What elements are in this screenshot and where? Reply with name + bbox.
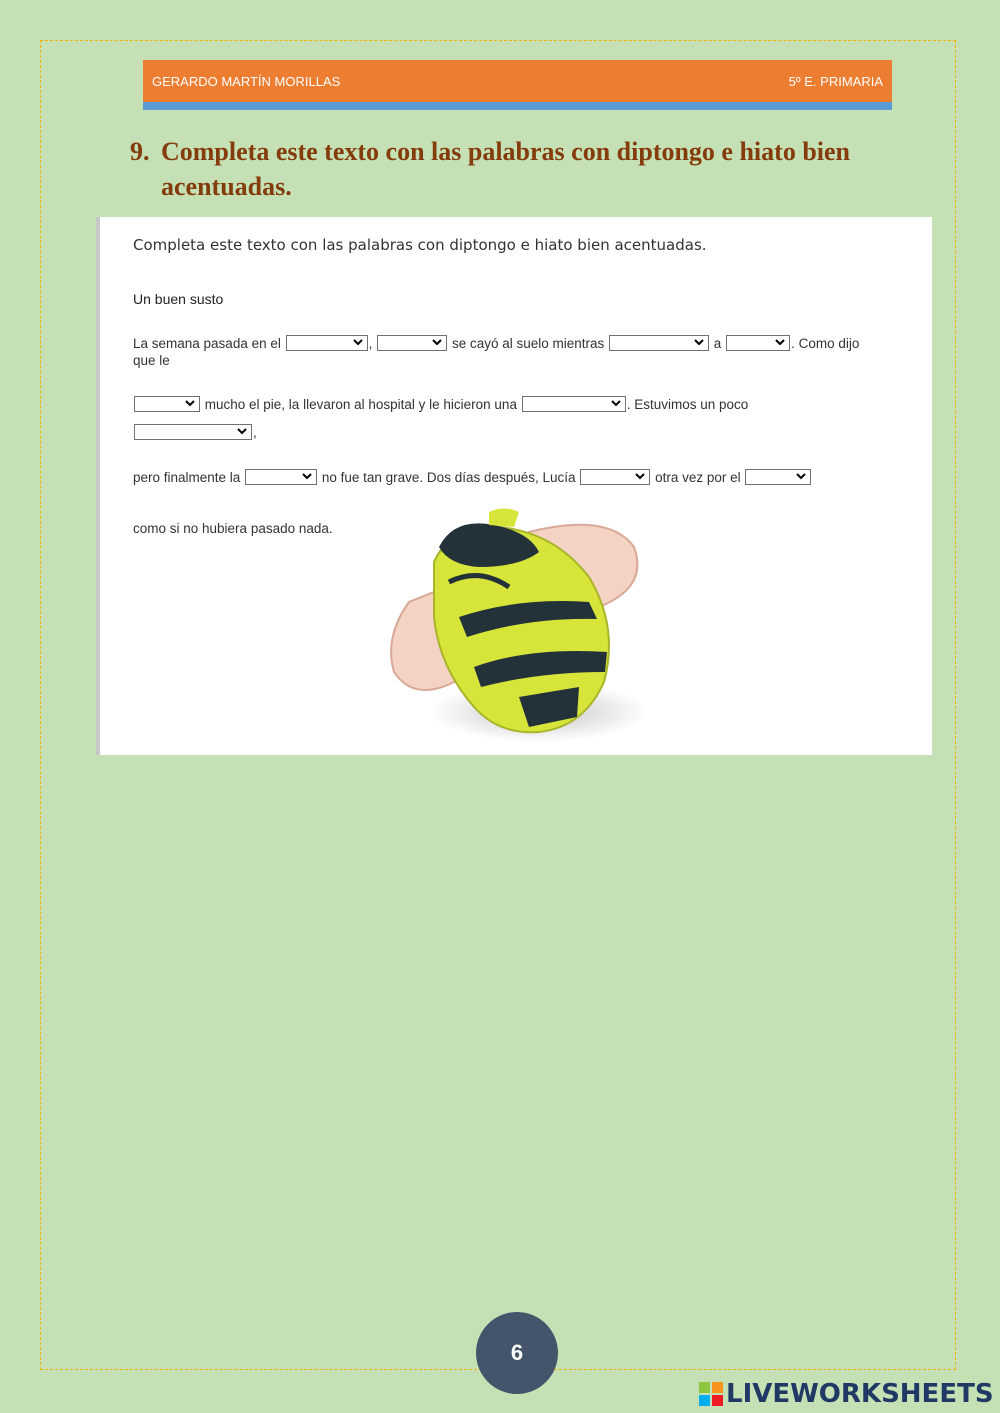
chevron-down-icon [635,471,645,481]
dropdown-5[interactable] [134,396,200,412]
page-number-badge: 6 [476,1312,558,1394]
dropdown-3[interactable] [609,335,709,351]
exercise-panel [96,217,932,755]
chevron-down-icon [611,398,621,408]
dropdown-1[interactable] [286,335,368,351]
dropdown-4[interactable] [726,335,790,351]
text-fragment: La semana pasada en el [133,336,281,351]
text-fragment: pero finalmente la [133,470,241,485]
header-bar [143,60,892,102]
text-fragment: , [368,336,373,351]
text-fragment: no fue tan grave. Dos días después, Lucía [321,470,576,485]
liveworksheets-logo [699,1379,994,1409]
text-fragment: . Como dijo [791,336,860,351]
story-title: Un buen susto [133,291,224,307]
text-line-2-wrap [133,424,257,441]
chevron-down-icon [432,337,442,347]
dropdown-7[interactable] [134,424,252,440]
author-name: GERARDO MARTÍN MORILLAS [152,73,341,89]
text-line-1 [133,335,859,352]
text-fragment: se cayó al suelo mientras [451,336,605,351]
text-line-2 [133,396,748,413]
grade-label: 5º E. PRIMARIA [788,73,883,89]
text-fragment: otra vez por el [655,470,741,485]
bee-eraser-image [379,507,659,747]
text-line-3 [133,469,812,486]
dropdown-9[interactable] [580,469,650,485]
dropdown-8[interactable] [245,469,317,485]
chevron-down-icon [353,337,363,347]
liveworksheets-logo-icon [699,1382,723,1406]
text-fragment: . Estuvimos un poco [626,397,749,412]
chevron-down-icon [237,426,247,436]
text-fragment: , [253,425,257,440]
chevron-down-icon [694,337,704,347]
brand-name: LIVEWORKSHEETS [726,1379,994,1409]
text-fragment: a [713,336,722,351]
chevron-down-icon [796,471,806,481]
panel-title: Completa este texto con las palabras con diptongo e hiato bien acentuadas. [133,236,707,254]
dropdown-10[interactable] [745,469,811,485]
dropdown-2[interactable] [377,335,447,351]
chevron-down-icon [775,337,785,347]
chevron-down-icon [185,398,195,408]
chevron-down-icon [302,471,312,481]
text-fragment: mucho el pie, la llevaron al hospital y le hicieron una [204,397,517,412]
dropdown-6[interactable] [522,396,626,412]
header-underline [143,102,892,110]
exercise-title: Completa este texto con las palabras con diptongo e hiato bien acentuadas. [161,137,850,201]
text-line-1-wrap: que le [133,353,170,368]
exercise-heading [130,134,910,204]
exercise-number: 9. [130,137,150,166]
text-line-4: como si no hubiera pasado nada. [133,521,333,536]
